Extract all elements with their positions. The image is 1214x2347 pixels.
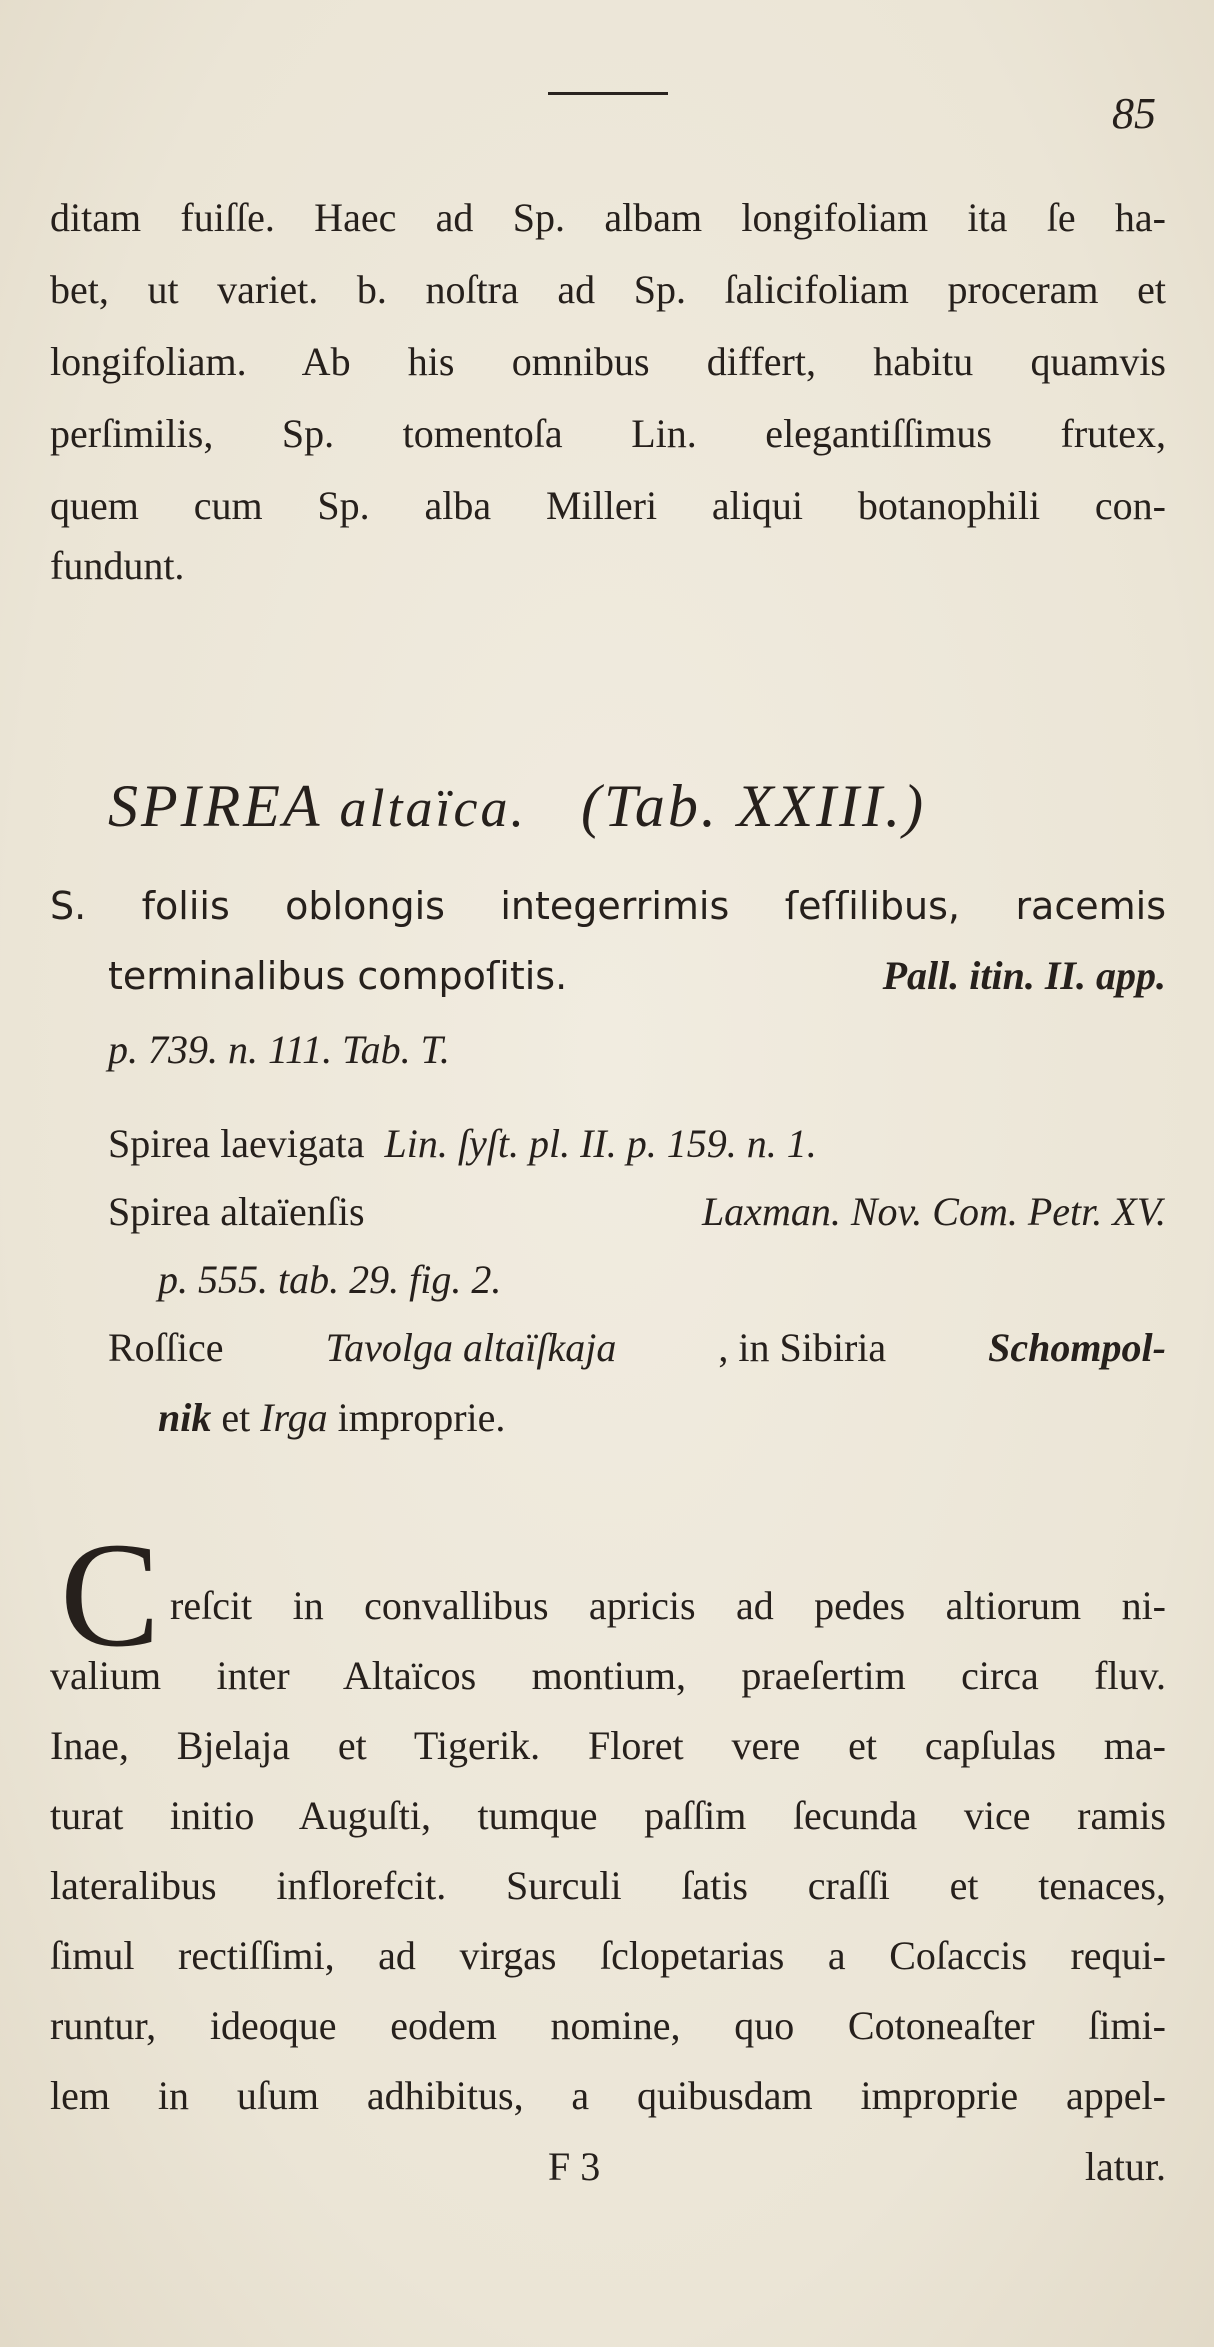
heading-plate: (Tab. XXIII.) [580,773,927,839]
body-line-2: valium inter Altaïcos montium, praeſertim circa fluv. [50,1653,1166,1698]
synonym-line-2 [108,1186,1166,1238]
intro-line-4: perſimilis, Sp. tomentoſa Lin. elegantiſſimus frutex, [50,411,1166,456]
diagnosis-line-2-text: terminalibus compoſitis. [108,954,568,998]
body-line-3: Inae, Bjelaja et Tigerik. Floret vere et capſulas ma- [50,1723,1166,1768]
body-line-5: lateralibus inflorefcit. Surculi ſatis craſſi et tenaces, [50,1863,1166,1908]
intro-line-1: ditam fuiſſe. Haec ad Sp. albam longifoliam ita ſe ha- [50,195,1166,240]
synonym-4-c: , in Sibiria [718,1325,887,1370]
drop-cap: C [60,1512,161,1678]
intro-line-3: longifoliam. Ab his omnibus differt, habitu quamvis [50,339,1166,384]
body-line-8: lem in uſum adhibitus, a quibusdam improprie appel- [50,2073,1166,2118]
page-number: 85 [1112,89,1156,138]
diagnosis-line-2 [108,950,1166,1002]
species-heading [108,772,926,841]
synonym-5-a: nik [158,1395,212,1440]
heading-genus: SPIREA [108,773,322,839]
intro-line-2: bet, ut variet. b. noſtra ad Sp. ſalicifoliam proceram et [50,267,1166,312]
catchword: latur. [1084,2144,1166,2189]
header-rule [548,92,668,95]
synonym-2-name: Spirea altaïenſis [108,1189,365,1234]
body-line-4: turat initio Auguſti, tumque paſſim ſecunda vice ramis [50,1793,1166,1838]
synonym-line-5 [158,1392,505,1444]
synonym-4-a: Roſſice [108,1325,224,1370]
synonym-1-name: Spirea laevigata [108,1121,365,1166]
intro-line-5: quem cum Sp. alba Milleri aliqui botanophili con- [50,483,1166,528]
synonym-5-d: improprie. [337,1395,506,1440]
diagnosis-line-1: S. foliis oblongis integerrimis ſeſſilibus, racemis [50,884,1166,928]
body-line-7: runtur, ideoque eodem nomine, quo Cotoneaſter ſimi- [50,2003,1166,2048]
synonym-line-1 [108,1118,817,1170]
synonym-5-b: et [221,1395,251,1440]
synonym-4-d: Schompol- [988,1325,1166,1370]
heading-species: altaïca. [339,778,527,838]
synonym-5-c: Irga [260,1395,328,1440]
synonym-2-ref: Laxman. Nov. Com. Petr. XV. [701,1189,1166,1234]
synonym-line-3: p. 555. tab. 29. fig. 2. [158,1257,502,1302]
signature-mark: F 3 [548,2144,601,2189]
synonym-1-ref: Lin. ſyſt. pl. II. p. 159. n. 1. [384,1121,817,1166]
body-line-6: ſimul rectiſſimi, ad virgas ſclopetarias a Coſaccis requi- [50,1933,1166,1978]
synonym-4-b: Tavolga altaïſkaja [325,1325,617,1370]
body-line-1: reſcit in convallibus apricis ad pedes altiorum ni- [170,1583,1166,1628]
intro-line-6: fundunt. [50,543,185,588]
diagnosis-line-2-ref: Pall. itin. II. app. [882,953,1166,998]
diagnosis-line-3: p. 739. n. 111. Tab. T. [108,1027,450,1072]
synonym-line-4 [108,1322,1166,1374]
